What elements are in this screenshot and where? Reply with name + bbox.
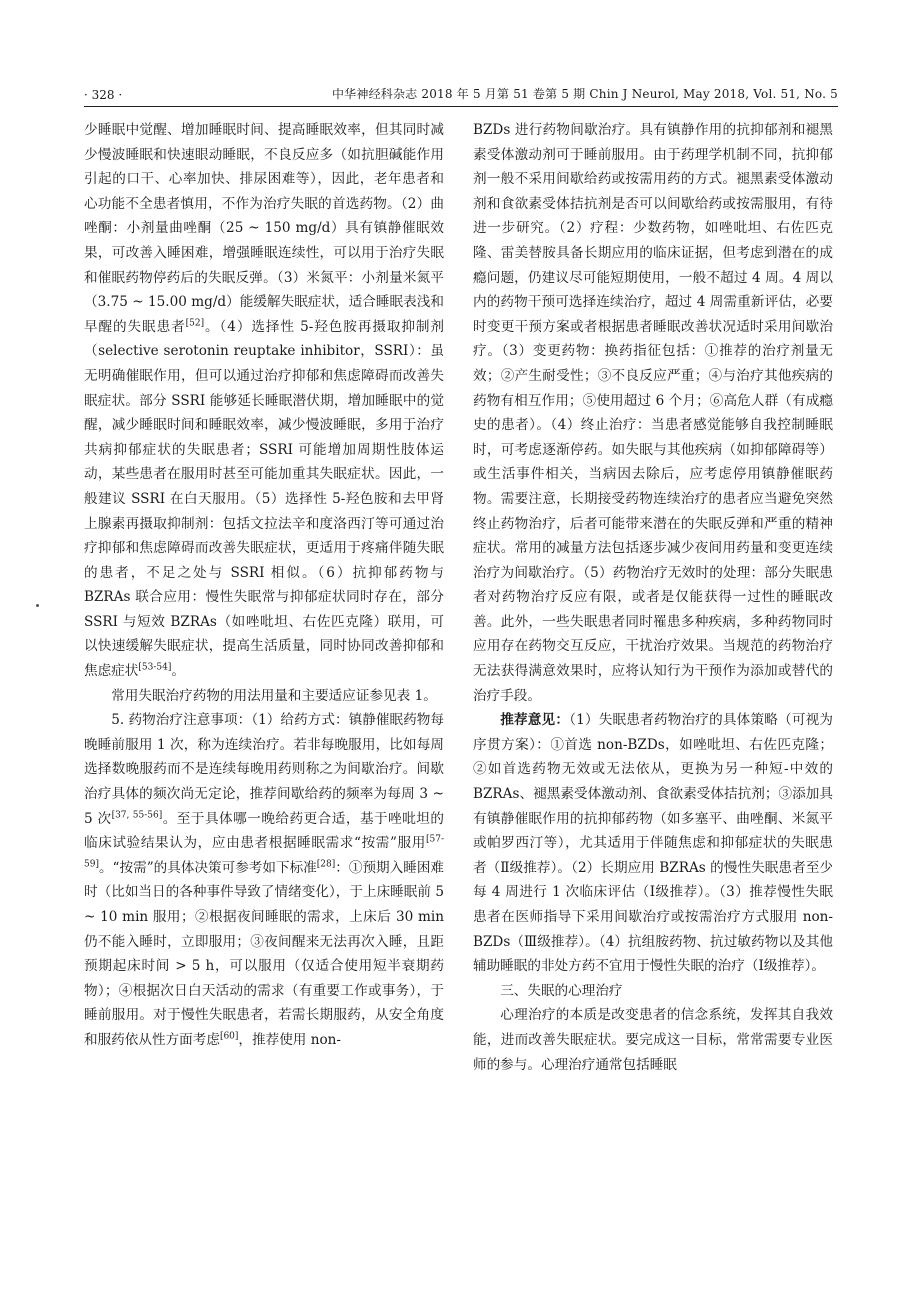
paragraph-recommendation — [473, 708, 833, 979]
journal-citation: 中华神经科杂志 2018 年 5 月第 51 卷第 5 期 Chin J Neurol, May 2018, Vol. 51, No. 5 — [331, 87, 838, 101]
text-run: 少睡眠中觉醒、增加睡眠时间、提高睡眠效率，但其同时减少慢波睡眠和快速眼动睡眠，不良反应多（如抗胆碱能作用引起的口干、心率加快、排尿困难等），因此，老年患者和心功能不全患者慎用，不作为治疗失眠的首选药物。（2）曲唑酮：小剂量曲唑酮（25 ~ 150 mg/d）具有镇静催眠效果，可改善入睡困难，增强睡眠连续性，可以用于治疗失眠和催眠药物停药后的失眠反弹。（3）米氮平：小剂量米氮平（3.75 ~ 15.00 mg/d）能缓解失眠症状，适合睡眠表浅和早醒的失眠患者 — [84, 122, 444, 335]
text-run: 。 — [171, 663, 185, 680]
paragraph-antidepressants — [84, 118, 444, 684]
page-number: · 328 · — [84, 88, 123, 102]
paragraph-psychotherapy: 心理治疗的本质是改变患者的信念系统，发挥其自我效能，进而改善失眠症状。要完成这一目标，常常需要专业医师的参与。心理治疗通常包括睡眠 — [473, 1007, 833, 1073]
citation: [57-59] — [84, 834, 444, 870]
text-run: （1）失眠患者药物治疗的具体策略（可视为序贯方案）：①首选 non-BZDs，如唑吡坦、右佐匹克隆；②如首选药物无效或无法依从，更换为另一种短-中效的 BZRAs、褪黑素受体激动剂、食欲素受体拮抗剂；③添加具有镇静催眠作用的抗抑郁药物（如多塞平、曲唑酮、米氮平或帕罗西汀等），尤其适用于伴随焦虑和抑郁症状的失眠患者（Ⅱ级推荐）。（2）长期应用 BZRAs 的慢性失眠患者至少每 4 周进行 1 次临床评估（Ⅰ级推荐）。（3）推荐慢性失眠患者在医师指导下采用间歇治疗或按需治疗方式服用 non-BZDs（Ⅲ级推荐）。（4）抗组胺药物、抗过敏药物以及其他辅助睡眠的非处方药不宜用于慢性失眠的治疗（Ⅰ级推荐）。 — [473, 712, 833, 975]
text-run: 5. 药物治疗注意事项：（1）给药方式：镇静催眠药物每晚睡前服用 1 次，称为连续治疗。若非每晚服用，比如每周选择数晚服药而不是连续每晚用药则称之为间歇治疗。间歇治疗具体的频次尚无定论，推荐间歇给药的频率为每周 3 ~ 5 次 — [84, 712, 444, 827]
section-heading: 三、失眠的心理治疗 — [500, 982, 623, 999]
text-run: 。至于具体哪一晚给药更合适，基于唑吡坦的临床试验结果认为，应由患者根据睡眠需求“按需”服用 — [84, 810, 444, 852]
paragraph-table-ref: 常用失眠治疗药物的用法用量和主要适应证参见表 1。 — [111, 687, 437, 704]
paragraph-intermittent: BZDs 进行药物间歇治疗。具有镇静作用的抗抑郁剂和褪黑素受体激动剂可于睡前服用。由于药理学机制不同，抗抑郁剂一般不采用间歇给药或按需用药的方式。褪黑素受体激动剂和食欲素受体拮抗剂是否可以间歇给药或按需服用，有待进一步研究。（2）疗程：少数药物，如唑吡坦、右佐匹克隆、雷美替胺具备长期应用的临床证据，但考虑到潜在的成瘾问题，仍建议尽可能短期使用，一般不超过 4 周。4 周以内的药物干预可选择连续治疗，超过 4 周需重新评估，必要时变更干预方案或者根据患者睡眠改善状况适时采用间歇治疗。（3）变更药物：换药指征包括：①推荐的治疗剂量无效；②产生耐受性；③不良反应严重；④与治疗其他疾病的药物有相互作用；⑤使用超过 6 个月；⑥高危人群（有成瘾史的患者）。（4）终止治疗：当患者感觉能够自我控制睡眠时，可考虑逐渐停药。如失眠与其他疾病（如抑郁障碍等）或生活事件相关，当病因去除后，应考虑停用镇静催眠药物。需要注意，长期接受药物连续治疗的患者应当避免突然终止药物治疗，后者可能带来潜在的失眠反弹和严重的精神症状。常用的减量方法包括逐步减少夜间用药量和变更连续治疗为间歇治疗。（5）药物治疗无效时的处理：部分失眠患者对药物治疗反应有限，或者是仅能获得一过性的睡眠改善。此外，一些失眠患者同时罹患多种疾病，多种药物同时应用存在药物交互反应，干扰治疗效果。当规范的药物治疗无法获得满意效果时，应将认知行为干预作为添加或替代的治疗手段。 — [473, 122, 833, 704]
text-run: ，推荐使用 non- — [238, 1031, 341, 1048]
recommendation-label: 推荐意见： — [500, 712, 570, 729]
text-run: 。（4）选择性 5-羟色胺再摄取抑制剂（selective serotonin reuptake inhibitor，SSRI）：虽无明确催眠作用，但可以通过治疗抑郁和焦虑障碍而改善失眠症状。部分 SSRI 能够延长睡眠潜伏期，增加睡眠中的觉醒，减少睡眠时间和睡眠效率，减少慢波睡眠，多用于治疗共病抑郁症状的失眠患者；SSRI 可能增加周期性肢体运动，某些患者在服用时甚至可能加重其失眠症状。因此，一般建议 SSRI 在白天服用。（5）选择性 5-羟色胺和去甲肾上腺素再摄取抑制剂：包括文拉法辛和度洛西汀等可通过治疗抑郁和焦虑障碍而改善失眠症状，更适用于疼痛伴随失眠的患者，不足之处与 SSRI 相似。（6）抗抑郁药物与 BZRAs 联合应用：慢性失眠常与抑郁症状同时存在，部分 SSRI 与短效 BZRAs（如唑吡坦、右佐匹克隆）联用，可以快速缓解失眠症状，提高生活质量，同时协同改善抑郁和焦虑症状 — [84, 318, 444, 680]
citation: [28] — [316, 859, 336, 870]
text-run: ：①预期入睡困难时（比如当日的各种事件导致了情绪变化），于上床睡眠前 5 ~ 10 min 服用；②根据夜间睡眠的需求，上床后 30 min 仍不能入睡时，立即服用；③夜间醒来无法再次入睡，且距预期起床时间 > 5 h，可以服用（仅适合使用短半衰期药物）；④根据次日白天活动的需求（有重要工作或事务），于睡前服用。对于慢性失眠患者，若需长期服药，从安全角度和服药依从性方面考虑 — [84, 859, 444, 1048]
citation: [52] — [185, 318, 205, 329]
citation: [60] — [219, 1031, 239, 1042]
right-column — [473, 118, 833, 1258]
citation: [53-54] — [138, 662, 172, 673]
running-header — [84, 82, 838, 107]
citation: [37, 55-56] — [111, 810, 163, 821]
text-run: 。“按需”的具体决策可参考如下标准 — [98, 859, 317, 876]
left-column — [84, 118, 444, 1258]
margin-mark — [36, 604, 39, 607]
paragraph-precautions — [84, 708, 444, 1052]
